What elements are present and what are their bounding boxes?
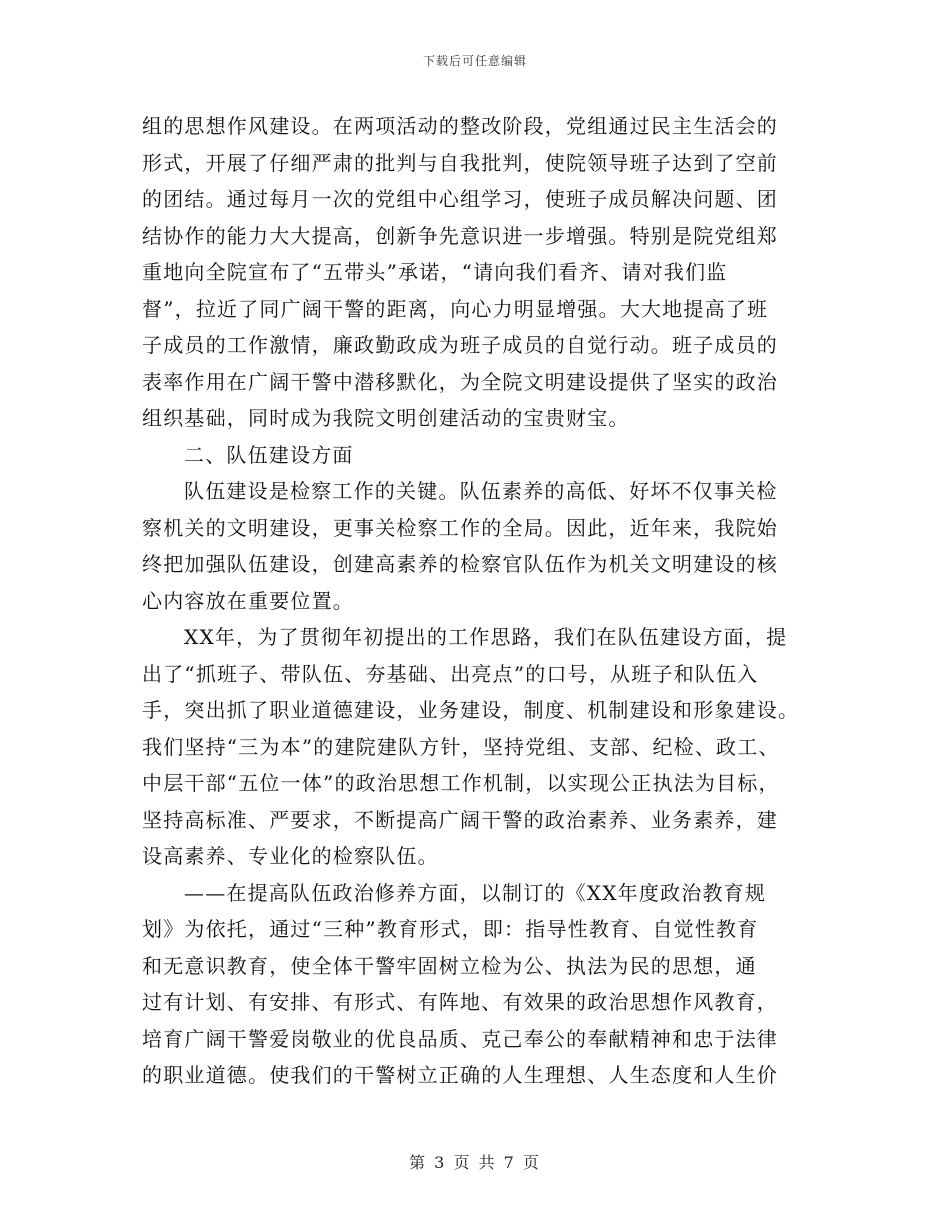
text-line: 子成员的工作激情，廉政勤政成为班子成员的自觉行动。班子成员的 [142,333,778,357]
text-line: 组的思想作风建设。在两项活动的整改阶段，党组通过民主生活会的 [142,114,778,138]
document-body [142,108,810,1094]
page-footer: 第 3 页 共 7 页 [409,1153,541,1172]
text-line: 组织基础，同时成为我院文明创建活动的宝贵财宝。 [142,406,630,430]
text-line: 中层干部“五位一体”的政治思想工作机制，以实现公正执法为目标， [142,771,780,795]
text-line: ——在提高队伍政治修养方面，以制订的《XX年度政治教育规 [184,880,767,905]
text-line: XX年，为了贯彻年初提出的工作思路，我们在队伍建设方面，提 [184,625,788,649]
text-line: 终把加强队伍建设，创建高素养的检察官队伍作为机关文明建设的核 [142,552,778,576]
text-line: 表率作用在广阔干警中潜移默化，为全院文明建设提供了坚实的政治 [142,369,778,394]
text-line: 坚持高标准、严要求，不断提高广阔干警的政治素养、业务素养，建 [142,807,778,832]
text-line: 察机关的文明建设，更事关检察工作的全局。因此，近年来，我院始 [142,515,778,540]
text-line: 和无意识教育，使全体干警牢固树立检为公、执法为民的思想，通 [142,953,757,978]
text-line: 督”，拉近了同广阔干警的距离，向心力明显增强。大大地提高了班 [142,296,769,321]
text-line: 心内容放在重要位置。 [142,588,354,613]
text-line: 划》为依托，通过“三种”教育形式，即：指导性教育、自觉性教育 [142,917,759,941]
text-line: 培育广阔干警爱岗敬业的优良品质、克己奉公的奉献精神和忠于法律 [142,1026,778,1051]
text-line: 过有计划、有安排、有形式、有阵地、有效果的政治思想作风教育， [142,990,778,1014]
text-line: 形式，开展了仔细严肃的批判与自我批判，使院领导班子达到了空前 [142,150,778,175]
text-line: 我们坚持“三为本”的建院建队方针，坚持党组、支部、纪检、政工、 [142,734,780,759]
page-header: 下载后可任意编辑 [422,54,527,68]
text-line: 二、队伍建设方面 [184,442,354,467]
text-line: 手，突出抓了职业道德建设，业务建设，制度、机制建设和形象建设。 [142,698,800,722]
text-line: 设高素养、专业化的检察队伍。 [142,844,439,868]
text-line: 的团结。通过每月一次的党组中心组学习，使班子成员解决问题、团 [142,187,778,211]
text-line: 结协作的能力大大提高，创新争先意识进一步增强。特别是院党组郑 [142,223,778,248]
text-line: 重地向全院宣布了“五带头”承诺，“请向我们看齐、请对我们监 [142,260,728,284]
text-line: 的职业道德。使我们的干警树立正确的人生理想、人生态度和人生价 [142,1063,778,1087]
text-line: 出了“抓班子、带队伍、夯基础、出亮点”的口号，从班子和队伍入 [142,661,759,686]
text-line: 队伍建设是检察工作的关键。队伍素养的高低、好坏不仅事关检 [184,479,778,503]
